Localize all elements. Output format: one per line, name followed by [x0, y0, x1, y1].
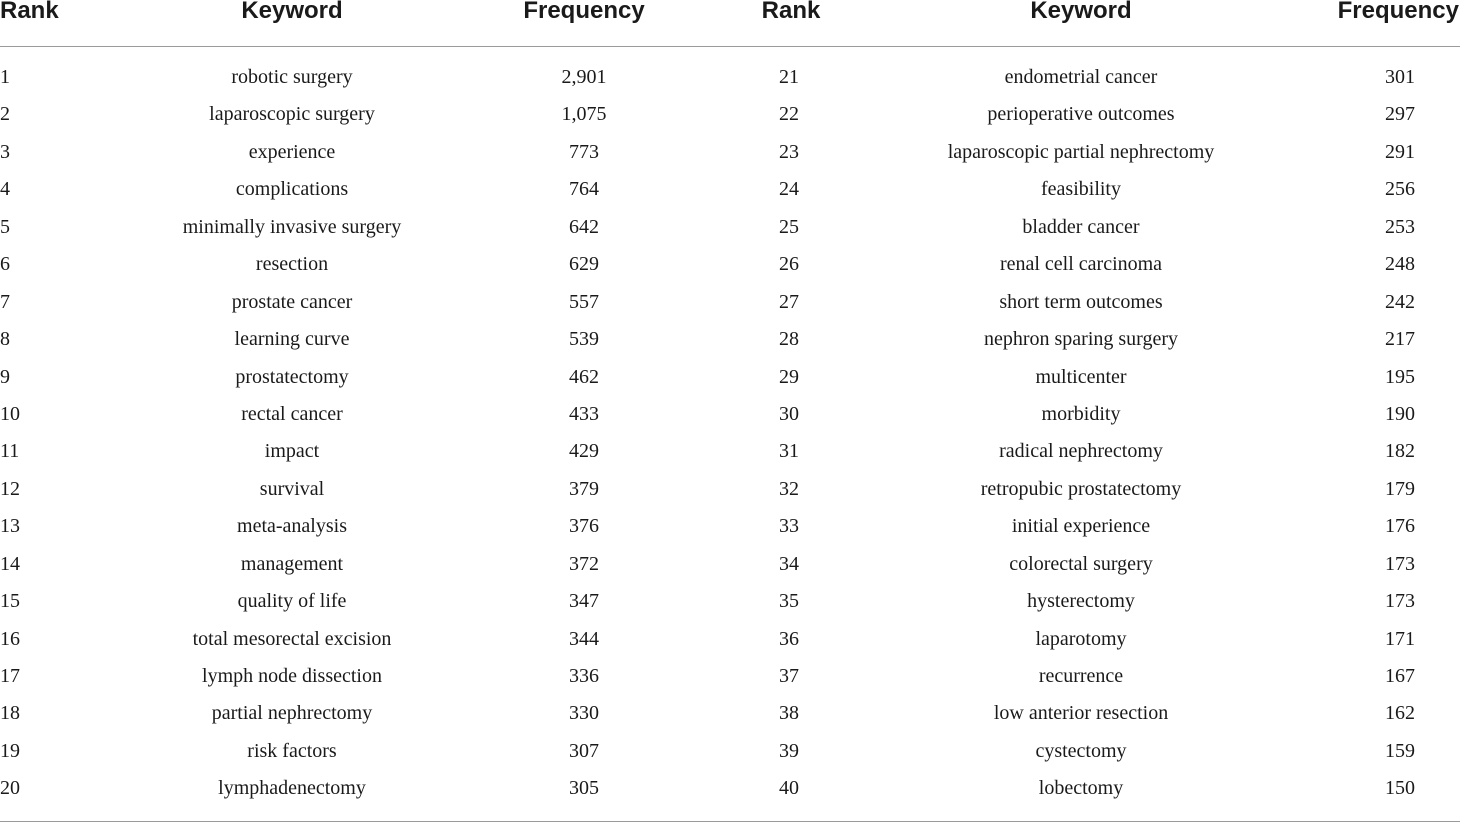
rank-cell: 3	[0, 140, 10, 163]
rank-cell: 1	[0, 66, 10, 88]
frequency-cell: 2,901	[561, 66, 607, 88]
rank-cell: 10	[0, 402, 20, 425]
rank-cell: 4	[0, 178, 10, 201]
frequency-cell: 773	[569, 140, 599, 163]
rank-cell: 11	[0, 440, 20, 463]
keyword-cell: low anterior resection	[993, 702, 1169, 725]
rank-cell: 14	[0, 552, 20, 575]
rank-cell: 40	[779, 777, 799, 800]
keyword-cell: radical nephrectomy	[999, 440, 1163, 463]
rank-cell: 9	[0, 365, 10, 388]
keyword-cell: renal cell carcinoma	[999, 253, 1163, 276]
keyword-cell: endometrial cancer	[1004, 66, 1158, 88]
frequency-cell: 173	[1385, 552, 1415, 575]
keyword-cell: cystectomy	[1035, 739, 1127, 762]
frequency-cell: 307	[569, 739, 599, 762]
rank-cell: 20	[0, 777, 20, 800]
table-row	[0, 134, 1460, 171]
header-frequency-left: Frequency	[523, 0, 645, 24]
rank-cell: 28	[779, 328, 799, 351]
rank-cell: 19	[0, 739, 20, 762]
table-row	[0, 433, 1460, 470]
table-row	[0, 621, 1460, 658]
keyword-cell: laparotomy	[1035, 627, 1127, 650]
table-row	[0, 359, 1460, 396]
table-row	[0, 658, 1460, 695]
keyword-cell: total mesorectal excision	[192, 627, 392, 650]
table-row	[0, 96, 1460, 133]
rank-cell: 2	[0, 103, 10, 126]
keyword-cell: meta-analysis	[237, 515, 347, 538]
frequency-cell: 344	[569, 627, 599, 650]
keyword-cell: experience	[248, 140, 336, 163]
rank-cell: 5	[0, 215, 10, 238]
frequency-cell: 291	[1385, 140, 1415, 163]
rank-cell: 16	[0, 627, 20, 650]
table-row	[0, 246, 1460, 283]
rank-cell: 24	[779, 178, 799, 201]
keyword-cell: short term outcomes	[999, 290, 1163, 313]
rank-cell: 39	[779, 739, 799, 762]
frequency-cell: 642	[569, 215, 599, 238]
header-rank-right: Rank	[761, 0, 821, 24]
frequency-cell: 557	[569, 290, 599, 313]
rank-cell: 12	[0, 477, 20, 500]
frequency-cell: 429	[569, 440, 599, 463]
rank-cell: 7	[0, 290, 10, 313]
frequency-cell: 176	[1385, 515, 1415, 538]
frequency-cell: 179	[1385, 477, 1415, 500]
keyword-cell: learning curve	[234, 328, 350, 351]
rank-cell: 29	[779, 365, 799, 388]
rank-cell: 37	[779, 665, 799, 687]
keyword-cell: laparoscopic surgery	[209, 103, 375, 126]
frequency-cell: 330	[569, 702, 599, 725]
table-row	[0, 733, 1460, 770]
keyword-cell: initial experience	[1011, 515, 1151, 538]
frequency-cell: 248	[1385, 253, 1415, 276]
frequency-cell: 297	[1385, 103, 1415, 126]
frequency-cell: 347	[569, 590, 599, 613]
header-rank-left: Rank	[0, 0, 59, 24]
table-row	[0, 396, 1460, 433]
frequency-cell: 336	[569, 665, 599, 687]
keyword-cell: morbidity	[1041, 402, 1121, 425]
frequency-cell: 171	[1385, 627, 1415, 650]
frequency-cell: 433	[569, 402, 599, 425]
rank-cell: 25	[779, 215, 799, 238]
table-body	[0, 59, 1460, 808]
keyword-cell: hysterectomy	[1027, 590, 1135, 613]
keyword-cell: multicenter	[1035, 365, 1127, 388]
keyword-cell: perioperative outcomes	[987, 103, 1175, 126]
keyword-cell: nephron sparing surgery	[983, 328, 1179, 351]
rank-cell: 31	[779, 440, 799, 463]
frequency-cell: 217	[1385, 328, 1415, 351]
frequency-cell: 242	[1385, 290, 1415, 313]
rank-cell: 35	[779, 590, 799, 613]
rank-cell: 6	[0, 253, 10, 276]
table-row	[0, 209, 1460, 246]
keyword-cell: lymph node dissection	[202, 665, 382, 687]
keyword-cell: robotic surgery	[231, 66, 353, 88]
rank-cell: 23	[779, 140, 799, 163]
frequency-cell: 190	[1385, 402, 1415, 425]
rank-cell: 18	[0, 702, 20, 725]
rank-cell: 26	[779, 253, 799, 276]
keyword-cell: lobectomy	[1038, 777, 1124, 800]
table-row	[0, 770, 1460, 807]
keyword-cell: survival	[259, 477, 325, 500]
frequency-cell: 305	[569, 777, 599, 800]
keyword-cell: recurrence	[1038, 665, 1124, 687]
keyword-cell: complications	[235, 178, 349, 201]
frequency-cell: 162	[1385, 702, 1415, 725]
table-row	[0, 508, 1460, 545]
keyword-cell: impact	[264, 440, 320, 463]
rank-cell: 33	[779, 515, 799, 538]
rank-cell: 34	[779, 552, 799, 575]
keyword-cell: resection	[255, 253, 329, 276]
frequency-cell: 150	[1385, 777, 1415, 800]
keyword-cell: prostate cancer	[231, 290, 353, 313]
table-row	[0, 59, 1460, 96]
keyword-cell: management	[240, 552, 344, 575]
frequency-cell: 379	[569, 477, 599, 500]
header-frequency-right: Frequency	[1337, 0, 1459, 24]
frequency-cell: 764	[569, 178, 599, 201]
table-row	[0, 171, 1460, 208]
keyword-cell: risk factors	[247, 739, 337, 762]
rank-cell: 8	[0, 328, 10, 351]
table-row	[0, 321, 1460, 358]
bottom-rule	[0, 821, 1460, 822]
keyword-cell: colorectal surgery	[1009, 552, 1153, 575]
frequency-cell: 195	[1385, 365, 1415, 388]
frequency-cell: 253	[1385, 215, 1415, 238]
header-keyword-left: Keyword	[241, 0, 343, 24]
table-header	[0, 0, 1460, 28]
rank-cell: 38	[779, 702, 799, 725]
keyword-cell: quality of life	[237, 590, 347, 613]
rank-cell: 32	[779, 477, 799, 500]
keyword-cell: laparoscopic partial nephrectomy	[947, 140, 1215, 163]
rank-cell: 27	[779, 290, 799, 313]
rank-cell: 13	[0, 515, 20, 538]
frequency-cell: 256	[1385, 178, 1415, 201]
frequency-cell: 539	[569, 328, 599, 351]
header-rule	[0, 46, 1460, 47]
keyword-cell: lymphadenectomy	[218, 777, 366, 800]
frequency-cell: 462	[569, 365, 599, 388]
table-row	[0, 471, 1460, 508]
frequency-cell: 301	[1385, 66, 1415, 88]
keyword-cell: feasibility	[1041, 178, 1121, 201]
rank-cell: 15	[0, 590, 20, 613]
frequency-cell: 1,075	[561, 103, 607, 126]
rank-cell: 21	[779, 66, 799, 88]
keyword-cell: retropubic prostatectomy	[980, 477, 1182, 500]
frequency-cell: 376	[569, 515, 599, 538]
rank-cell: 36	[779, 627, 799, 650]
table-row	[0, 695, 1460, 732]
keyword-cell: minimally invasive surgery	[182, 215, 402, 238]
frequency-cell: 167	[1385, 665, 1415, 687]
frequency-cell: 372	[569, 552, 599, 575]
table-row	[0, 284, 1460, 321]
rank-cell: 22	[779, 103, 799, 126]
frequency-cell: 159	[1385, 739, 1415, 762]
frequency-cell: 182	[1385, 440, 1415, 463]
keyword-cell: rectal cancer	[241, 402, 343, 425]
rank-cell: 17	[0, 665, 20, 687]
frequency-cell: 629	[569, 253, 599, 276]
keyword-cell: partial nephrectomy	[211, 702, 373, 725]
keyword-cell: prostatectomy	[235, 365, 349, 388]
table-row	[0, 546, 1460, 583]
frequency-cell: 173	[1385, 590, 1415, 613]
header-keyword-right: Keyword	[1030, 0, 1132, 24]
keyword-cell: bladder cancer	[1022, 215, 1140, 238]
rank-cell: 30	[779, 402, 799, 425]
table-row	[0, 583, 1460, 620]
